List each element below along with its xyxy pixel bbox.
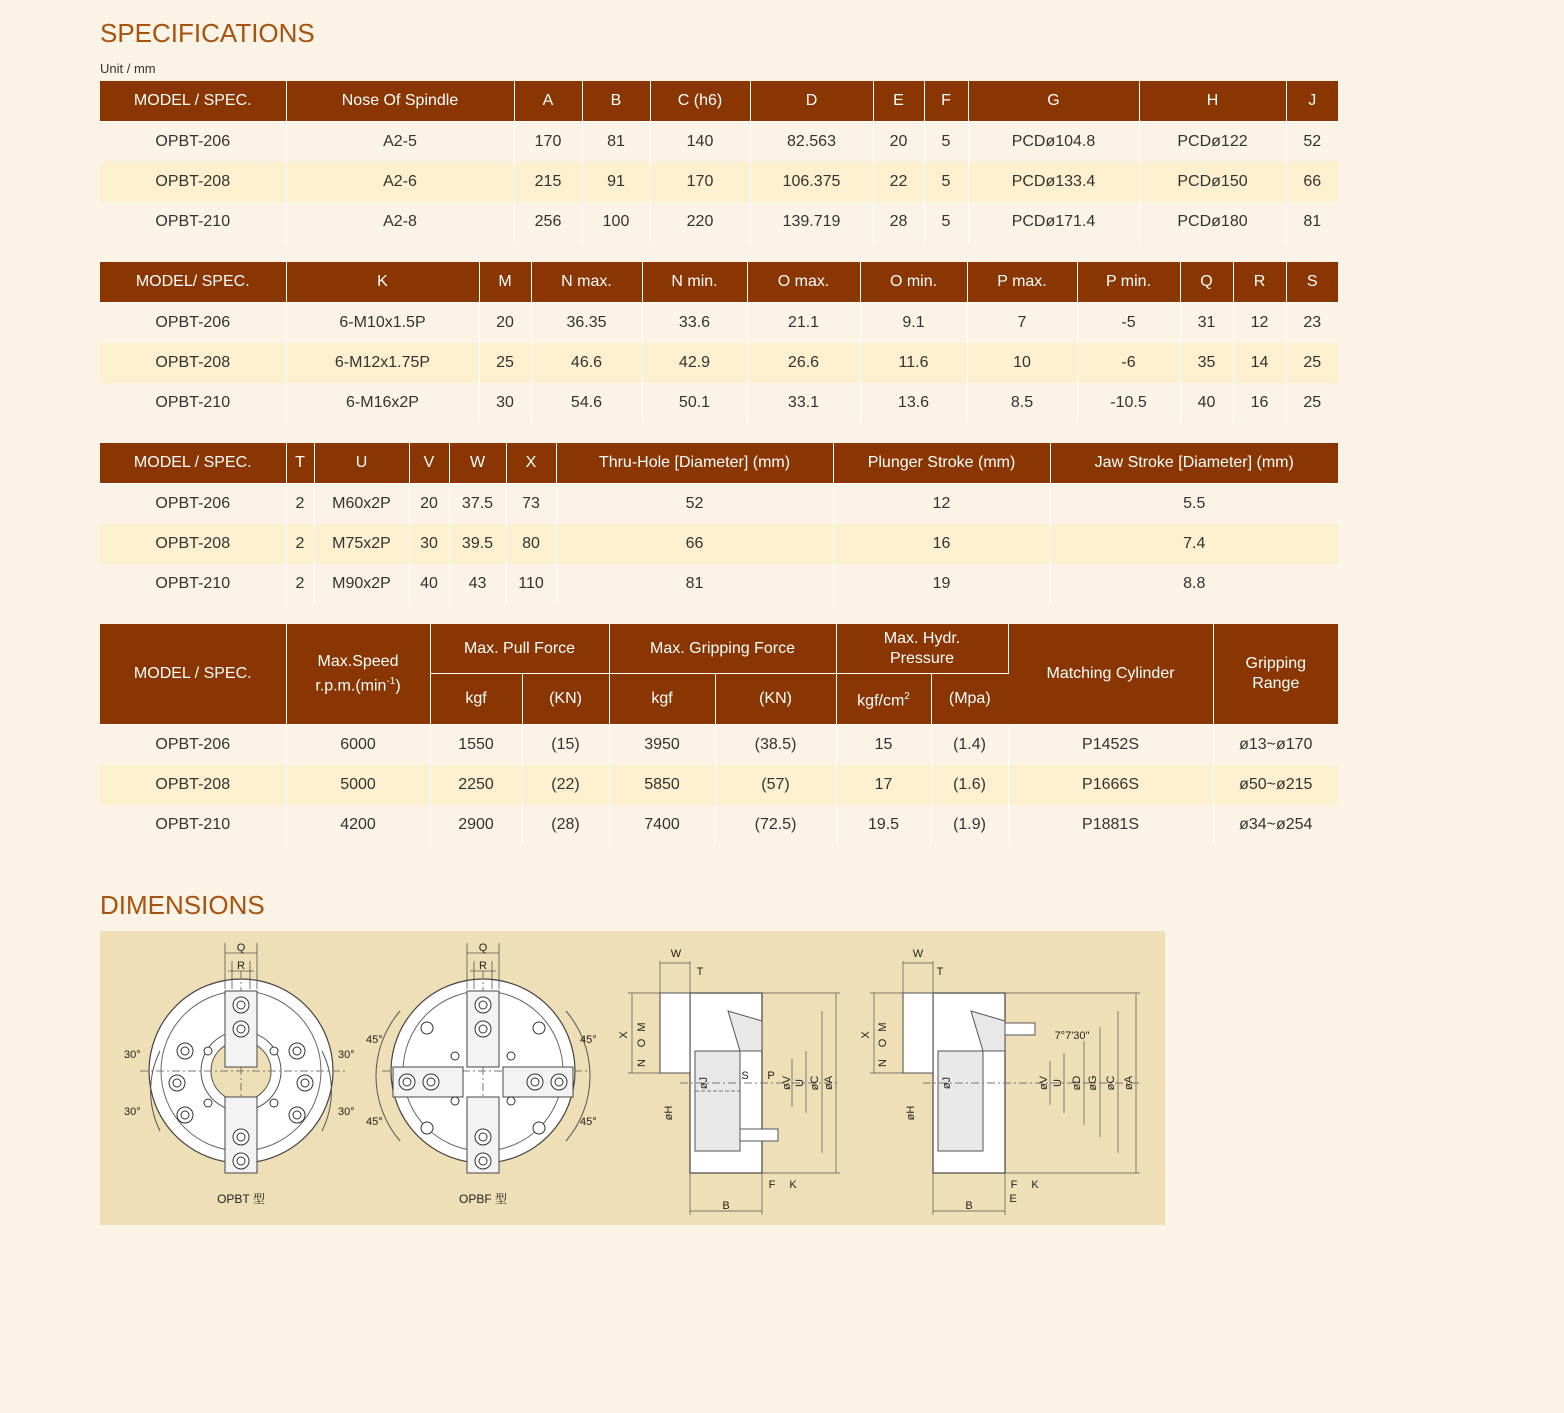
table-cell: 91: [582, 162, 650, 202]
table-cell: P1666S: [1008, 765, 1213, 805]
range-label-line2: Range: [1252, 675, 1300, 692]
dim-label-o1: O: [636, 1038, 648, 1048]
table-cell: 43: [449, 564, 506, 604]
side-section-view-2: [870, 961, 1140, 1215]
table-cell: 2: [286, 484, 314, 525]
dim-label-b1: B: [722, 1200, 730, 1212]
table-row: [100, 524, 1338, 564]
header-cell: F: [924, 81, 968, 122]
table-cell: 5.5: [1050, 484, 1338, 525]
table-cell: P1452S: [1008, 725, 1213, 766]
table-cell: 28: [873, 202, 924, 242]
table-row: [100, 484, 1338, 525]
table-cell: (57): [715, 765, 836, 805]
kgfcm-label: kgf/cm: [857, 692, 905, 710]
dim-label-h2: øH: [905, 1105, 917, 1121]
header-cell: W: [449, 443, 506, 484]
dim-label-e2: E: [1009, 1193, 1017, 1205]
table-cell: 54.6: [531, 383, 642, 423]
table-cell: (28): [522, 805, 609, 845]
opbf-front-view: [376, 943, 590, 1173]
table-cell: PCDø104.8: [968, 122, 1139, 163]
table-cell: 106.375: [750, 162, 873, 202]
table-cell: 19.5: [836, 805, 931, 845]
table-cell: 140: [650, 122, 750, 163]
table-cell: OPBT-208: [100, 765, 286, 805]
header-cell: N min.: [642, 262, 747, 303]
table-row: [100, 303, 1338, 344]
table-cell: 20: [409, 484, 449, 525]
spec-table-1: [100, 81, 1338, 242]
table-cell: 215: [514, 162, 582, 202]
table-cell: 5: [924, 122, 968, 163]
dim-label-u1: U: [794, 1079, 806, 1087]
table-cell: 256: [514, 202, 582, 242]
table-cell: -5: [1077, 303, 1180, 344]
table-cell: 35: [1180, 343, 1233, 383]
dim-label-g2: øG: [1087, 1075, 1099, 1091]
table-cell: 5: [924, 202, 968, 242]
angle-label: 30°: [124, 1049, 141, 1061]
table-cell: 7.4: [1050, 524, 1338, 564]
table-cell: OPBT-206: [100, 484, 286, 525]
table-cell: 9.1: [860, 303, 967, 344]
table-cell: 33.1: [747, 383, 860, 423]
dim-label-a2: øA: [1123, 1075, 1135, 1091]
table-cell: 52: [1286, 122, 1338, 163]
header-cell: kgf: [430, 674, 522, 725]
header-cell: O min.: [860, 262, 967, 303]
table-cell: PCDø171.4: [968, 202, 1139, 242]
table-cell: 16: [833, 524, 1050, 564]
table-cell: 52: [556, 484, 833, 525]
table-cell: 80: [506, 524, 556, 564]
table-cell: 25: [479, 343, 531, 383]
header-cell: (KN): [715, 674, 836, 725]
table-cell: 19: [833, 564, 1050, 604]
table-header-row: [100, 81, 1338, 122]
table-cell: 33.6: [642, 303, 747, 344]
table-cell: 2250: [430, 765, 522, 805]
header-cell: kgf: [609, 674, 715, 725]
table-row: [100, 805, 1338, 845]
header-cell-kgfcm: [836, 674, 931, 725]
table-cell: 40: [1180, 383, 1233, 423]
table-cell: 26.6: [747, 343, 860, 383]
dim-label-n1: N: [636, 1059, 648, 1067]
angle-label: 30°: [338, 1049, 355, 1061]
table-cell: ø13~ø170: [1213, 725, 1338, 766]
header-cell: E: [873, 81, 924, 122]
table-cell: OPBT-208: [100, 524, 286, 564]
dim-label-j1: øJ: [698, 1076, 710, 1090]
table-cell: 12: [1233, 303, 1286, 344]
angle-label: 45°: [580, 1116, 597, 1128]
header-cell: Jaw Stroke [Diameter] (mm): [1050, 443, 1338, 484]
header-cell: M: [479, 262, 531, 303]
header-cell: H: [1139, 81, 1286, 122]
dim-label-m2: M: [877, 1022, 889, 1032]
header-cell: N max.: [531, 262, 642, 303]
dim-label-k2: K: [1031, 1179, 1039, 1191]
table-header-row: [100, 443, 1338, 484]
table-cell: 5: [924, 162, 968, 202]
table-cell: 81: [1286, 202, 1338, 242]
table-cell: OPBT-206: [100, 303, 286, 344]
table-cell: 50.1: [642, 383, 747, 423]
table-row: [100, 162, 1338, 202]
table-cell: 16: [1233, 383, 1286, 423]
header-cell: X: [506, 443, 556, 484]
header-cell: O max.: [747, 262, 860, 303]
table-cell: 20: [479, 303, 531, 344]
table-cell: 8.8: [1050, 564, 1338, 604]
dimensions-title: DIMENSIONS: [100, 890, 265, 920]
dim-label-q2: Q: [478, 942, 488, 954]
kgfcm-exponent: 2: [904, 691, 910, 703]
angle-label: 45°: [366, 1034, 383, 1046]
dim-label-d2: øD: [1071, 1075, 1083, 1091]
table-cell: OPBT-206: [100, 725, 286, 766]
dim-label-t2: T: [936, 966, 944, 978]
table-cell: ø50~ø215: [1213, 765, 1338, 805]
header-cell: (Mpa): [931, 674, 1008, 725]
table-cell: M60x2P: [314, 484, 409, 525]
dim-label-v1: øV: [781, 1075, 793, 1091]
table-cell: PCDø133.4: [968, 162, 1139, 202]
header-cell: B: [582, 81, 650, 122]
header-cell: D: [750, 81, 873, 122]
table-cell: 46.6: [531, 343, 642, 383]
table-row: [100, 383, 1338, 423]
header-cell: Nose Of Spindle: [286, 81, 514, 122]
table-header-row: [100, 624, 1338, 674]
table-cell: 22: [873, 162, 924, 202]
dim-label-h1: øH: [663, 1105, 675, 1121]
table-cell: P1881S: [1008, 805, 1213, 845]
table-cell: OPBT-210: [100, 805, 286, 845]
dim-label-v2: øV: [1038, 1075, 1050, 1091]
table-cell: 23: [1286, 303, 1338, 344]
header-cell: Thru-Hole [Diameter] (mm): [556, 443, 833, 484]
table-cell: OPBT-210: [100, 202, 286, 242]
table-cell: 81: [582, 122, 650, 163]
dim-label-s1: S: [741, 1070, 749, 1082]
header-cell-speed: [286, 624, 430, 725]
table-cell: (15): [522, 725, 609, 766]
table-cell: OPBT-210: [100, 564, 286, 604]
table-cell: 7: [967, 303, 1077, 344]
table-cell: OPBT-210: [100, 383, 286, 423]
table-cell: 12: [833, 484, 1050, 525]
table-cell: OPBT-206: [100, 122, 286, 163]
table-row: [100, 765, 1338, 805]
table-cell: 170: [650, 162, 750, 202]
table-cell: 6-M16x2P: [286, 383, 479, 423]
table-cell: 7400: [609, 805, 715, 845]
range-label-line1: Gripping: [1245, 655, 1306, 672]
table-cell: 5000: [286, 765, 430, 805]
table-row: [100, 202, 1338, 242]
header-cell: K: [286, 262, 479, 303]
table-cell: 25: [1286, 383, 1338, 423]
table-cell: 14: [1233, 343, 1286, 383]
hydr-label-line2: Pressure: [890, 649, 955, 667]
opbf-caption: OPBF 型: [458, 1192, 508, 1206]
header-cell: C (h6): [650, 81, 750, 122]
table-cell: 81: [556, 564, 833, 604]
table-cell: 21.1: [747, 303, 860, 344]
table-cell: PCDø122: [1139, 122, 1286, 163]
table-cell: (22): [522, 765, 609, 805]
header-cell: P min.: [1077, 262, 1180, 303]
unit-label: Unit / mm: [100, 61, 156, 76]
header-cell: G: [968, 81, 1139, 122]
dim-label-r1: R: [237, 960, 245, 972]
header-cell: MODEL / SPEC.: [100, 443, 286, 484]
speed-label: Max.Speed: [317, 652, 399, 670]
header-cell: T: [286, 443, 314, 484]
opbt-front-view: [140, 943, 345, 1173]
table-cell: 30: [409, 524, 449, 564]
dim-label-r2: R: [479, 960, 487, 972]
table-cell: 66: [556, 524, 833, 564]
table-cell: (1.9): [931, 805, 1008, 845]
table-cell: 66: [1286, 162, 1338, 202]
dim-label-j2: øJ: [941, 1076, 953, 1090]
table-cell: 13.6: [860, 383, 967, 423]
table-cell: 31: [1180, 303, 1233, 344]
header-cell: R: [1233, 262, 1286, 303]
table-cell: 15: [836, 725, 931, 766]
dim-label-f1: F: [768, 1179, 776, 1191]
dim-label-k1: K: [789, 1179, 797, 1191]
header-cell: Q: [1180, 262, 1233, 303]
table-cell: 4200: [286, 805, 430, 845]
spec-table-2: [100, 262, 1338, 423]
table-cell: 42.9: [642, 343, 747, 383]
table-cell: M75x2P: [314, 524, 409, 564]
dim-label-q1: Q: [236, 942, 246, 954]
table-cell: 220: [650, 202, 750, 242]
dim-label-x1: X: [618, 1031, 630, 1039]
dim-label-n2: N: [877, 1059, 889, 1067]
header-cell: Plunger Stroke (mm): [833, 443, 1050, 484]
dim-label-a1: øA: [823, 1075, 835, 1091]
header-cell-hydr: [836, 624, 1008, 674]
header-cell: U: [314, 443, 409, 484]
table-cell: (38.5): [715, 725, 836, 766]
angle-label: 30°: [124, 1106, 141, 1118]
header-cell: MODEL / SPEC.: [100, 81, 286, 122]
specifications-title: SPECIFICATIONS: [100, 18, 315, 48]
table-cell: OPBT-208: [100, 162, 286, 202]
spec-table-4: [100, 624, 1338, 845]
dim-label-c1: øC: [809, 1075, 821, 1091]
header-cell: Max. Pull Force: [430, 624, 609, 674]
dim-label-b2: B: [965, 1200, 973, 1212]
table-cell: 2: [286, 524, 314, 564]
header-cell: Max. Gripping Force: [609, 624, 836, 674]
table-cell: PCDø150: [1139, 162, 1286, 202]
header-cell: Matching Cylinder: [1008, 624, 1213, 725]
table-cell: (72.5): [715, 805, 836, 845]
table-cell: M90x2P: [314, 564, 409, 604]
dim-label-w1: W: [670, 948, 682, 960]
table-cell: PCDø180: [1139, 202, 1286, 242]
angle-label: 45°: [366, 1116, 383, 1128]
speed-unit: r.p.m.(min: [315, 677, 387, 695]
angle-label: 45°: [580, 1034, 597, 1046]
table-cell: 100: [582, 202, 650, 242]
dim-label-o2: O: [877, 1038, 889, 1048]
table-cell: 10: [967, 343, 1077, 383]
table-header-row: [100, 262, 1338, 303]
dim-label-u2: U: [1052, 1079, 1064, 1087]
dim-label-f2: F: [1010, 1179, 1018, 1191]
header-cell: J: [1286, 81, 1338, 122]
table-cell: 36.35: [531, 303, 642, 344]
table-cell: (1.4): [931, 725, 1008, 766]
dim-label-c2: øC: [1105, 1075, 1117, 1091]
table-cell: 2: [286, 564, 314, 604]
spec-table-3: [100, 443, 1338, 604]
dim-label-x2: X: [860, 1031, 872, 1039]
angle-label: 30°: [338, 1106, 355, 1118]
technical-drawing: [100, 931, 1165, 1225]
opbt-caption: OPBT 型: [217, 1192, 265, 1206]
header-cell: S: [1286, 262, 1338, 303]
dim-label-p1: P: [767, 1070, 775, 1082]
table-cell: 39.5: [449, 524, 506, 564]
table-cell: 2900: [430, 805, 522, 845]
table-cell: 5850: [609, 765, 715, 805]
dimensions-drawing-panel: [100, 931, 1165, 1225]
table-cell: 8.5: [967, 383, 1077, 423]
table-cell: 170: [514, 122, 582, 163]
header-cell-range: [1213, 624, 1338, 725]
table-cell: ø34~ø254: [1213, 805, 1338, 845]
table-cell: 30: [479, 383, 531, 423]
table-cell: OPBT-208: [100, 343, 286, 383]
table-cell: 6-M10x1.5P: [286, 303, 479, 344]
table-cell: 6-M12x1.75P: [286, 343, 479, 383]
table-cell: 1550: [430, 725, 522, 766]
taper-angle-label: 7°7'30": [1054, 1030, 1090, 1042]
table-cell: 110: [506, 564, 556, 604]
table-row: [100, 122, 1338, 163]
table-cell: 37.5: [449, 484, 506, 525]
table-row: [100, 343, 1338, 383]
speed-unit-exponent: -1: [386, 675, 396, 687]
table-cell: 40: [409, 564, 449, 604]
table-cell: A2-8: [286, 202, 514, 242]
table-row: [100, 725, 1338, 766]
header-cell: A: [514, 81, 582, 122]
header-cell: (KN): [522, 674, 609, 725]
header-cell: MODEL/ SPEC.: [100, 262, 286, 303]
table-cell: 6000: [286, 725, 430, 766]
table-cell: A2-6: [286, 162, 514, 202]
table-cell: (1.6): [931, 765, 1008, 805]
table-cell: 73: [506, 484, 556, 525]
table-cell: 11.6: [860, 343, 967, 383]
header-cell: MODEL / SPEC.: [100, 624, 286, 725]
table-cell: 82.563: [750, 122, 873, 163]
table-row: [100, 564, 1338, 604]
table-cell: -10.5: [1077, 383, 1180, 423]
table-cell: 25: [1286, 343, 1338, 383]
hydr-label-line1: Max. Hydr.: [883, 629, 961, 647]
table-cell: 3950: [609, 725, 715, 766]
table-cell: 20: [873, 122, 924, 163]
dim-label-m1: M: [636, 1022, 648, 1032]
table-cell: 139.719: [750, 202, 873, 242]
header-cell: V: [409, 443, 449, 484]
dim-label-t1: T: [696, 966, 704, 978]
dim-label-w2: W: [912, 948, 924, 960]
table-cell: 17: [836, 765, 931, 805]
table-cell: A2-5: [286, 122, 514, 163]
table-cell: -6: [1077, 343, 1180, 383]
speed-unit-close: ): [395, 677, 401, 695]
header-cell: P max.: [967, 262, 1077, 303]
